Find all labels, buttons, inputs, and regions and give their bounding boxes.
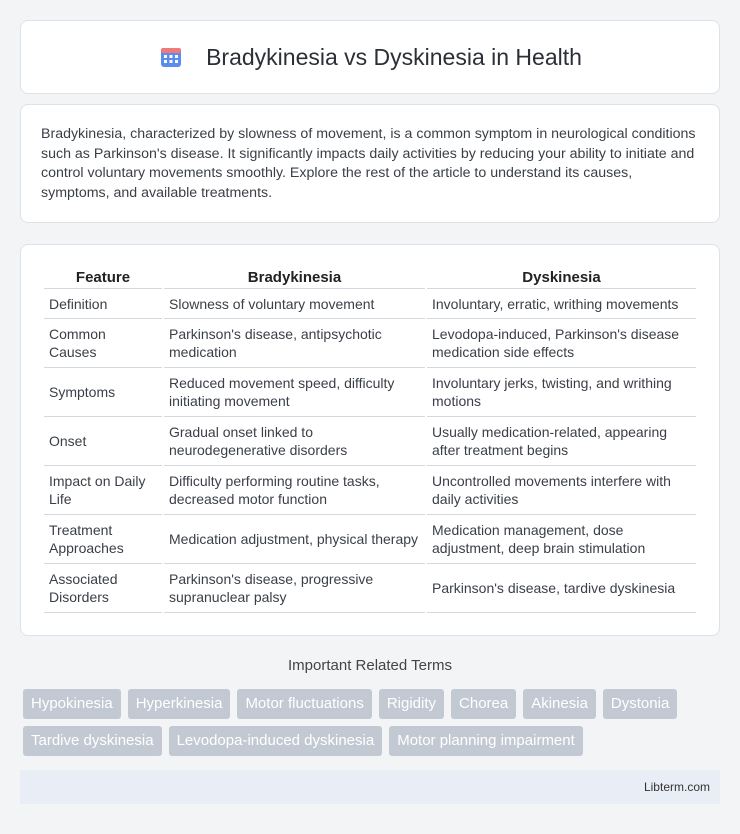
row-bradykinesia: Parkinson's disease, progressive supranuclear palsy	[164, 564, 425, 613]
table-row	[44, 417, 696, 466]
comparison-table	[42, 265, 698, 613]
related-term-tag[interactable]: Motor fluctuations	[237, 689, 371, 719]
related-terms-title: Important Related Terms	[288, 657, 452, 674]
related-term-tag[interactable]: Rigidity	[379, 689, 444, 719]
row-bradykinesia: Parkinson's disease, antipsychotic medication	[164, 319, 425, 368]
table-row	[44, 564, 696, 613]
row-dyskinesia: Uncontrolled movements interfere with daily activities	[427, 466, 696, 515]
row-bradykinesia: Slowness of voluntary movement	[164, 289, 425, 319]
row-bradykinesia: Reduced movement speed, difficulty initiating movement	[164, 368, 425, 417]
table-row	[44, 515, 696, 564]
row-dyskinesia: Medication management, dose adjustment, deep brain stimulation	[427, 515, 696, 564]
row-feature: Onset	[44, 417, 162, 466]
related-term-tag[interactable]: Akinesia	[523, 689, 596, 719]
row-feature: Associated Disorders	[44, 564, 162, 613]
row-dyskinesia: Parkinson's disease, tardive dyskinesia	[427, 564, 696, 613]
related-term-tag[interactable]: Motor planning impairment	[389, 726, 583, 756]
row-dyskinesia: Usually medication-related, appearing after treatment begins	[427, 417, 696, 466]
calendar-grid-icon	[158, 44, 184, 70]
intro-card	[20, 104, 720, 223]
row-feature: Definition	[44, 289, 162, 319]
row-dyskinesia: Levodopa-induced, Parkinson's disease medication side effects	[427, 319, 696, 368]
related-term-tag[interactable]: Chorea	[451, 689, 516, 719]
related-term-tag[interactable]: Hyperkinesia	[128, 689, 231, 719]
footer-site-link[interactable]: Libterm.com	[643, 780, 710, 794]
row-bradykinesia: Gradual onset linked to neurodegenerative disorders	[164, 417, 425, 466]
table-row	[44, 368, 696, 417]
row-dyskinesia: Involuntary jerks, twisting, and writhing motions	[427, 368, 696, 417]
row-bradykinesia: Medication adjustment, physical therapy	[164, 515, 425, 564]
row-feature: Treatment Approaches	[44, 515, 162, 564]
intro-text: Bradykinesia, characterized by slowness of movement, is a common symptom in neurological conditions such as Parkinson's disease. It significantly impacts daily activities by reducing your ability to initiate and control voluntary movements smoothly. Explore the rest of the article to understand its causes, symptoms, and available treatments.	[41, 126, 696, 201]
header-feature: Feature	[44, 265, 162, 289]
table-row	[44, 289, 696, 319]
row-feature: Symptoms	[44, 368, 162, 417]
row-dyskinesia: Involuntary, erratic, writhing movements	[427, 289, 696, 319]
related-term-tag[interactable]: Dystonia	[603, 689, 677, 719]
related-terms-list	[23, 689, 723, 763]
table-row	[44, 466, 696, 515]
related-term-tag[interactable]: Levodopa-induced dyskinesia	[169, 726, 383, 756]
table-header-row	[44, 265, 696, 289]
header-bradykinesia: Bradykinesia	[164, 265, 425, 289]
related-term-tag[interactable]: Tardive dyskinesia	[23, 726, 162, 756]
header-card	[20, 20, 720, 94]
row-bradykinesia: Difficulty performing routine tasks, decreased motor function	[164, 466, 425, 515]
comparison-card	[20, 244, 720, 636]
related-term-tag[interactable]: Hypokinesia	[23, 689, 121, 719]
page-title: Bradykinesia vs Dyskinesia in Health	[206, 43, 582, 70]
header-dyskinesia: Dyskinesia	[427, 265, 696, 289]
table-row	[44, 319, 696, 368]
row-feature: Common Causes	[44, 319, 162, 368]
row-feature: Impact on Daily Life	[44, 466, 162, 515]
footer	[20, 770, 720, 804]
